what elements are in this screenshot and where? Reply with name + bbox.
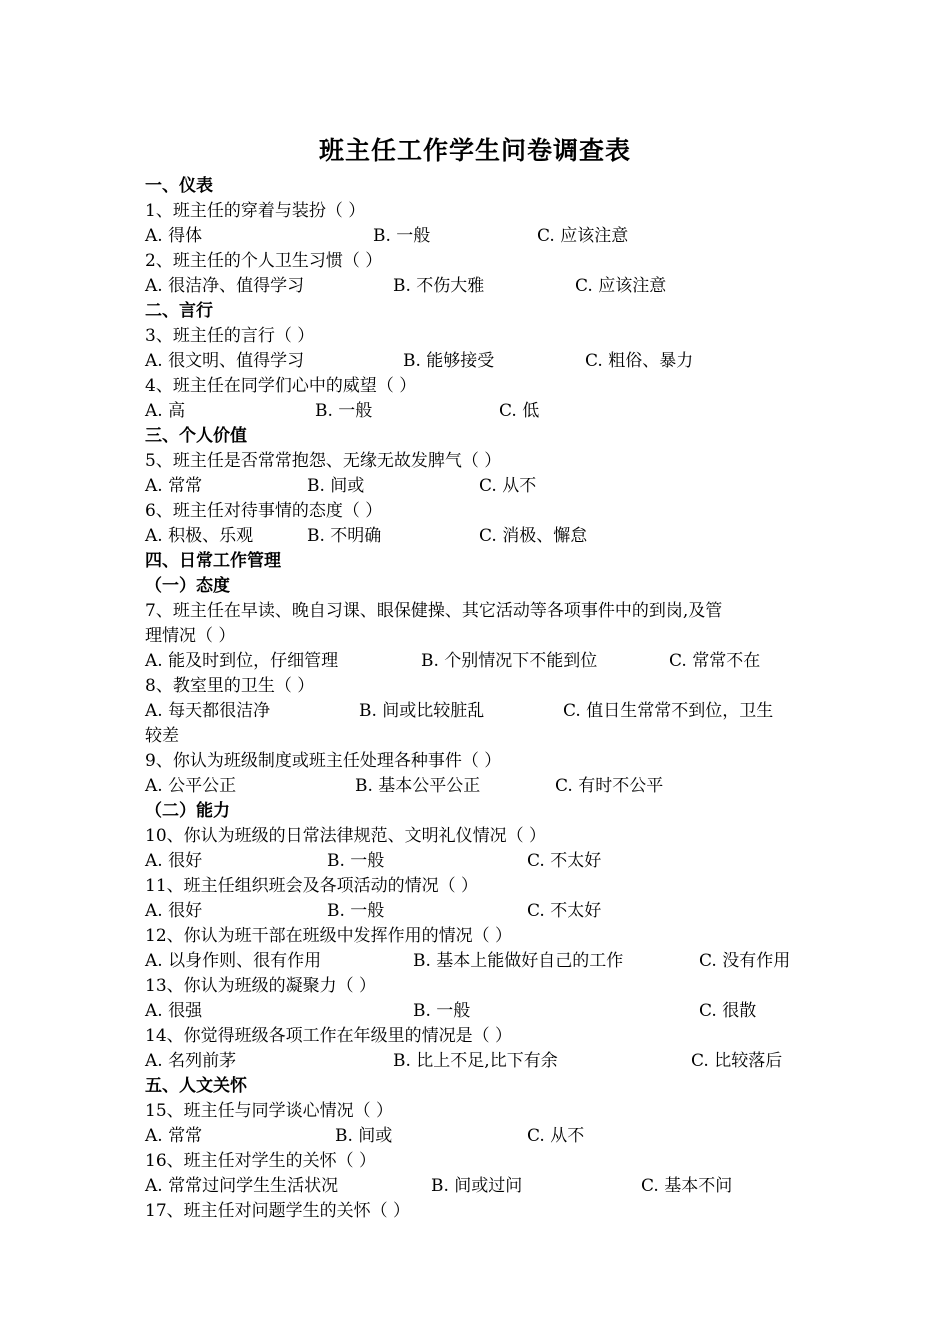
option-a: A. 常常: [145, 1126, 203, 1146]
option-b: B. 个别情况下不能到位: [421, 651, 598, 671]
answer-options: [145, 1125, 825, 1147]
answer-options: [145, 1050, 825, 1072]
question-text: 17、班主任对问题学生的关怀（ ）: [145, 1201, 411, 1221]
option-a: A. 很强: [145, 1001, 203, 1021]
answer-options: [145, 1000, 825, 1022]
option-b: B. 一般: [413, 1001, 471, 1021]
answer-options: [145, 850, 825, 872]
option-c: C. 应该注意: [575, 276, 667, 296]
option-a: A. 高: [145, 401, 186, 421]
question-text: 5、班主任是否常常抱怨、无缘无故发脾气（ ）: [145, 451, 502, 471]
question-text: 16、班主任对学生的关怀（ ）: [145, 1151, 377, 1171]
section-heading: 五、人文关怀: [145, 1076, 247, 1096]
question-text: 8、教室里的卫生（ ）: [145, 676, 315, 696]
option-b: B. 间或过问: [431, 1176, 523, 1196]
option-b: B. 一般: [315, 401, 373, 421]
option-b: B. 能够接受: [403, 351, 495, 371]
page-title: 班主任工作学生问卷调查表: [318, 136, 631, 165]
option-b: B. 不伤大雅: [393, 276, 485, 296]
option-c: C. 不太好: [527, 901, 602, 921]
option-c: C. 基本不问: [641, 1176, 733, 1196]
option-a: A. 每天都很洁净: [145, 701, 271, 721]
option-c: C. 常常不在: [669, 651, 761, 671]
option-b: B. 间或: [335, 1126, 393, 1146]
option-a: A. 能及时到位，仔细管理: [145, 651, 339, 671]
option-b: B. 基本公平公正: [355, 776, 481, 796]
section-heading: （二）能力: [145, 801, 230, 821]
option-b: B. 一般: [327, 851, 385, 871]
answer-options: [145, 950, 825, 972]
option-b: B. 一般: [373, 226, 431, 246]
option-c: C. 很散: [699, 1001, 757, 1021]
question-text: 2、班主任的个人卫生习惯（ ）: [145, 251, 383, 271]
section-heading: 三、个人价值: [145, 426, 247, 446]
option-c: C. 低: [499, 401, 540, 421]
option-a: A. 很洁净、值得学习: [145, 276, 305, 296]
option-b: B. 间或比较脏乱: [359, 701, 485, 721]
option-c: C. 粗俗、暴力: [585, 351, 694, 371]
answer-options: [145, 1175, 825, 1197]
question-text: 9、你认为班级制度或班主任处理各种事件（ ）: [145, 751, 502, 771]
option-b: B. 基本上能做好自己的工作: [413, 951, 624, 971]
option-c: C. 从不: [479, 476, 537, 496]
answer-options: [145, 350, 825, 372]
option-b: B. 间或: [307, 476, 365, 496]
question-text: 12、你认为班干部在班级中发挥作用的情况（ ）: [145, 926, 513, 946]
answer-options: [145, 400, 825, 422]
option-a: A. 公平公正: [145, 776, 237, 796]
answer-options: [145, 775, 825, 797]
option-a: A. 得体: [145, 226, 203, 246]
option-a: A. 积极、乐观: [145, 526, 254, 546]
question-text: 15、班主任与同学谈心情况（ ）: [145, 1101, 394, 1121]
option-a: A. 很好: [145, 901, 203, 921]
question-text: 7、班主任在早读、晚自习课、眼保健操、其它活动等各项事件中的到岗,及管: [145, 601, 723, 621]
option-c: C. 有时不公平: [555, 776, 664, 796]
option-b: B. 一般: [327, 901, 385, 921]
question-text: 6、班主任对待事情的态度（ ）: [145, 501, 383, 521]
question-text: 11、班主任组织班会及各项活动的情况（ ）: [145, 876, 479, 896]
section-heading: 四、日常工作管理: [145, 551, 281, 571]
option-c: C. 没有作用: [699, 951, 791, 971]
answer-options: [145, 475, 825, 497]
answer-options: [145, 275, 825, 297]
option-a: A. 很文明、值得学习: [145, 351, 305, 371]
option-c: C. 比较落后: [691, 1051, 783, 1071]
answer-options: [145, 900, 825, 922]
question-text: 14、你觉得班级各项工作在年级里的情况是（ ）: [145, 1026, 513, 1046]
question-text: 理情况（ ）: [145, 626, 236, 646]
answer-options: [145, 650, 825, 672]
question-text: 4、班主任在同学们心中的威望（ ）: [145, 376, 417, 396]
option-b: B. 不明确: [307, 526, 382, 546]
option-c: C. 不太好: [527, 851, 602, 871]
answer-options: [145, 700, 825, 722]
section-heading: （一）态度: [145, 576, 230, 596]
question-text: 3、班主任的言行（ ）: [145, 326, 315, 346]
question-text: 1、班主任的穿着与装扮（ ）: [145, 201, 366, 221]
option-a: A. 常常过问学生生活状况: [145, 1176, 339, 1196]
answer-options: [145, 225, 825, 247]
option-c: C. 应该注意: [537, 226, 629, 246]
option-a: A. 很好: [145, 851, 203, 871]
question-text: 13、你认为班级的凝聚力（ ）: [145, 976, 377, 996]
option-c: C. 值日生常常不到位，卫生: [563, 701, 774, 721]
option-a: A. 以身作则、很有作用: [145, 951, 322, 971]
option-c: C. 消极、懈怠: [479, 526, 588, 546]
option-a: A. 名列前茅: [145, 1051, 237, 1071]
answer-options: [145, 525, 825, 547]
option-a: A. 常常: [145, 476, 203, 496]
section-heading: 二、言行: [145, 301, 213, 321]
option-c: C. 从不: [527, 1126, 585, 1146]
question-text: 较差: [145, 726, 179, 746]
option-b: B. 比上不足,比下有余: [393, 1051, 558, 1071]
question-text: 10、你认为班级的日常法律规范、文明礼仪情况（ ）: [145, 826, 547, 846]
section-heading: 一、仪表: [145, 176, 213, 196]
